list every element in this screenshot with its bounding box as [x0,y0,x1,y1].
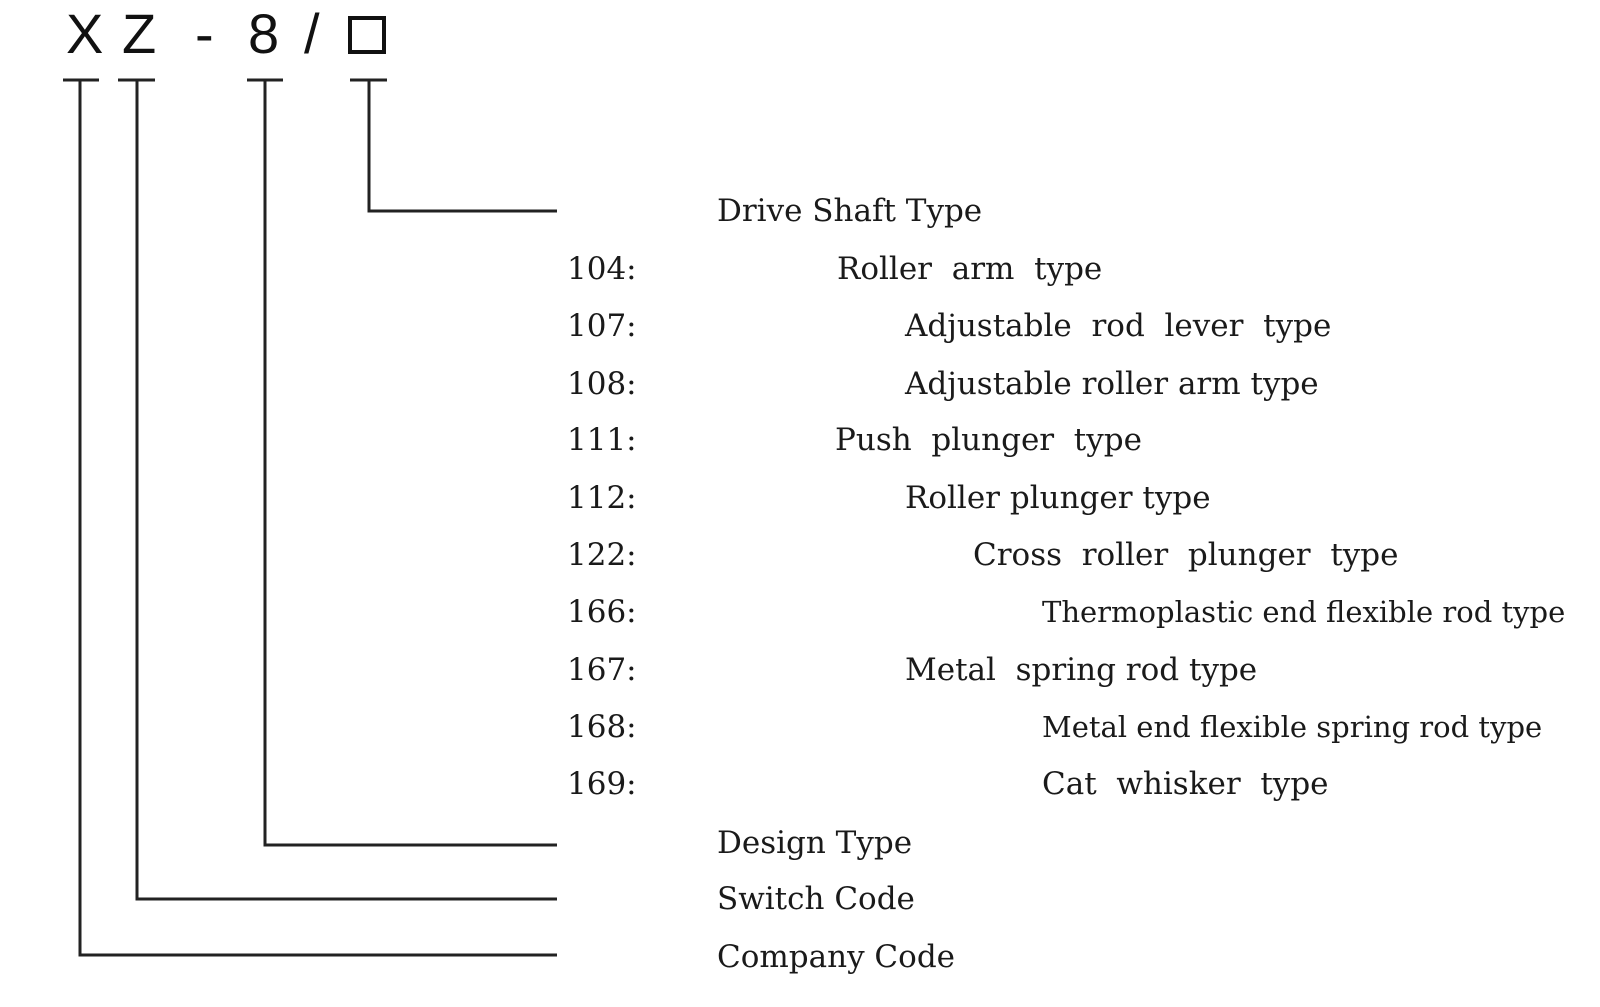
option-code: 108: [567,366,637,402]
option-name: Metal spring rod type [905,652,1258,688]
connector-drive-shaft [369,80,557,211]
label-design-type: Design Type [717,825,913,861]
label-company-code: Company Code [717,939,956,975]
model-char-8: 8 [248,2,280,65]
model-char-z: Z [122,2,157,65]
option-code: 111: [567,422,637,458]
option-name: Metal end flexible spring rod type [1042,710,1543,744]
option-code: 166: [567,594,637,630]
option-name: Adjustable roller arm type [905,366,1319,402]
label-switch-code: Switch Code [717,881,915,917]
option-code: 168: [567,709,637,745]
option-code: 167: [567,652,637,688]
model-char-dash: - [195,2,214,65]
option-name: Thermoplastic end flexible rod type [1042,595,1566,629]
option-code: 107: [567,308,637,344]
option-code: 122: [567,537,637,573]
model-char-x: X [66,2,104,65]
option-name: Cat whisker type [1042,766,1329,802]
model-placeholder-box [348,16,386,54]
option-name: Roller plunger type [905,480,1211,516]
option-name: Roller arm type [837,251,1103,287]
option-code: 112: [567,480,637,516]
model-char-slash: / [304,2,320,65]
option-code: 169: [567,766,637,802]
label-drive-shaft-type: Drive Shaft Type [717,193,983,229]
option-name: Adjustable rod lever type [905,308,1332,344]
option-name: Push plunger type [835,422,1142,458]
connector-design [265,80,557,845]
option-code: 104: [567,251,637,287]
connector-switch [137,80,557,899]
option-name: Cross roller plunger type [973,537,1399,573]
